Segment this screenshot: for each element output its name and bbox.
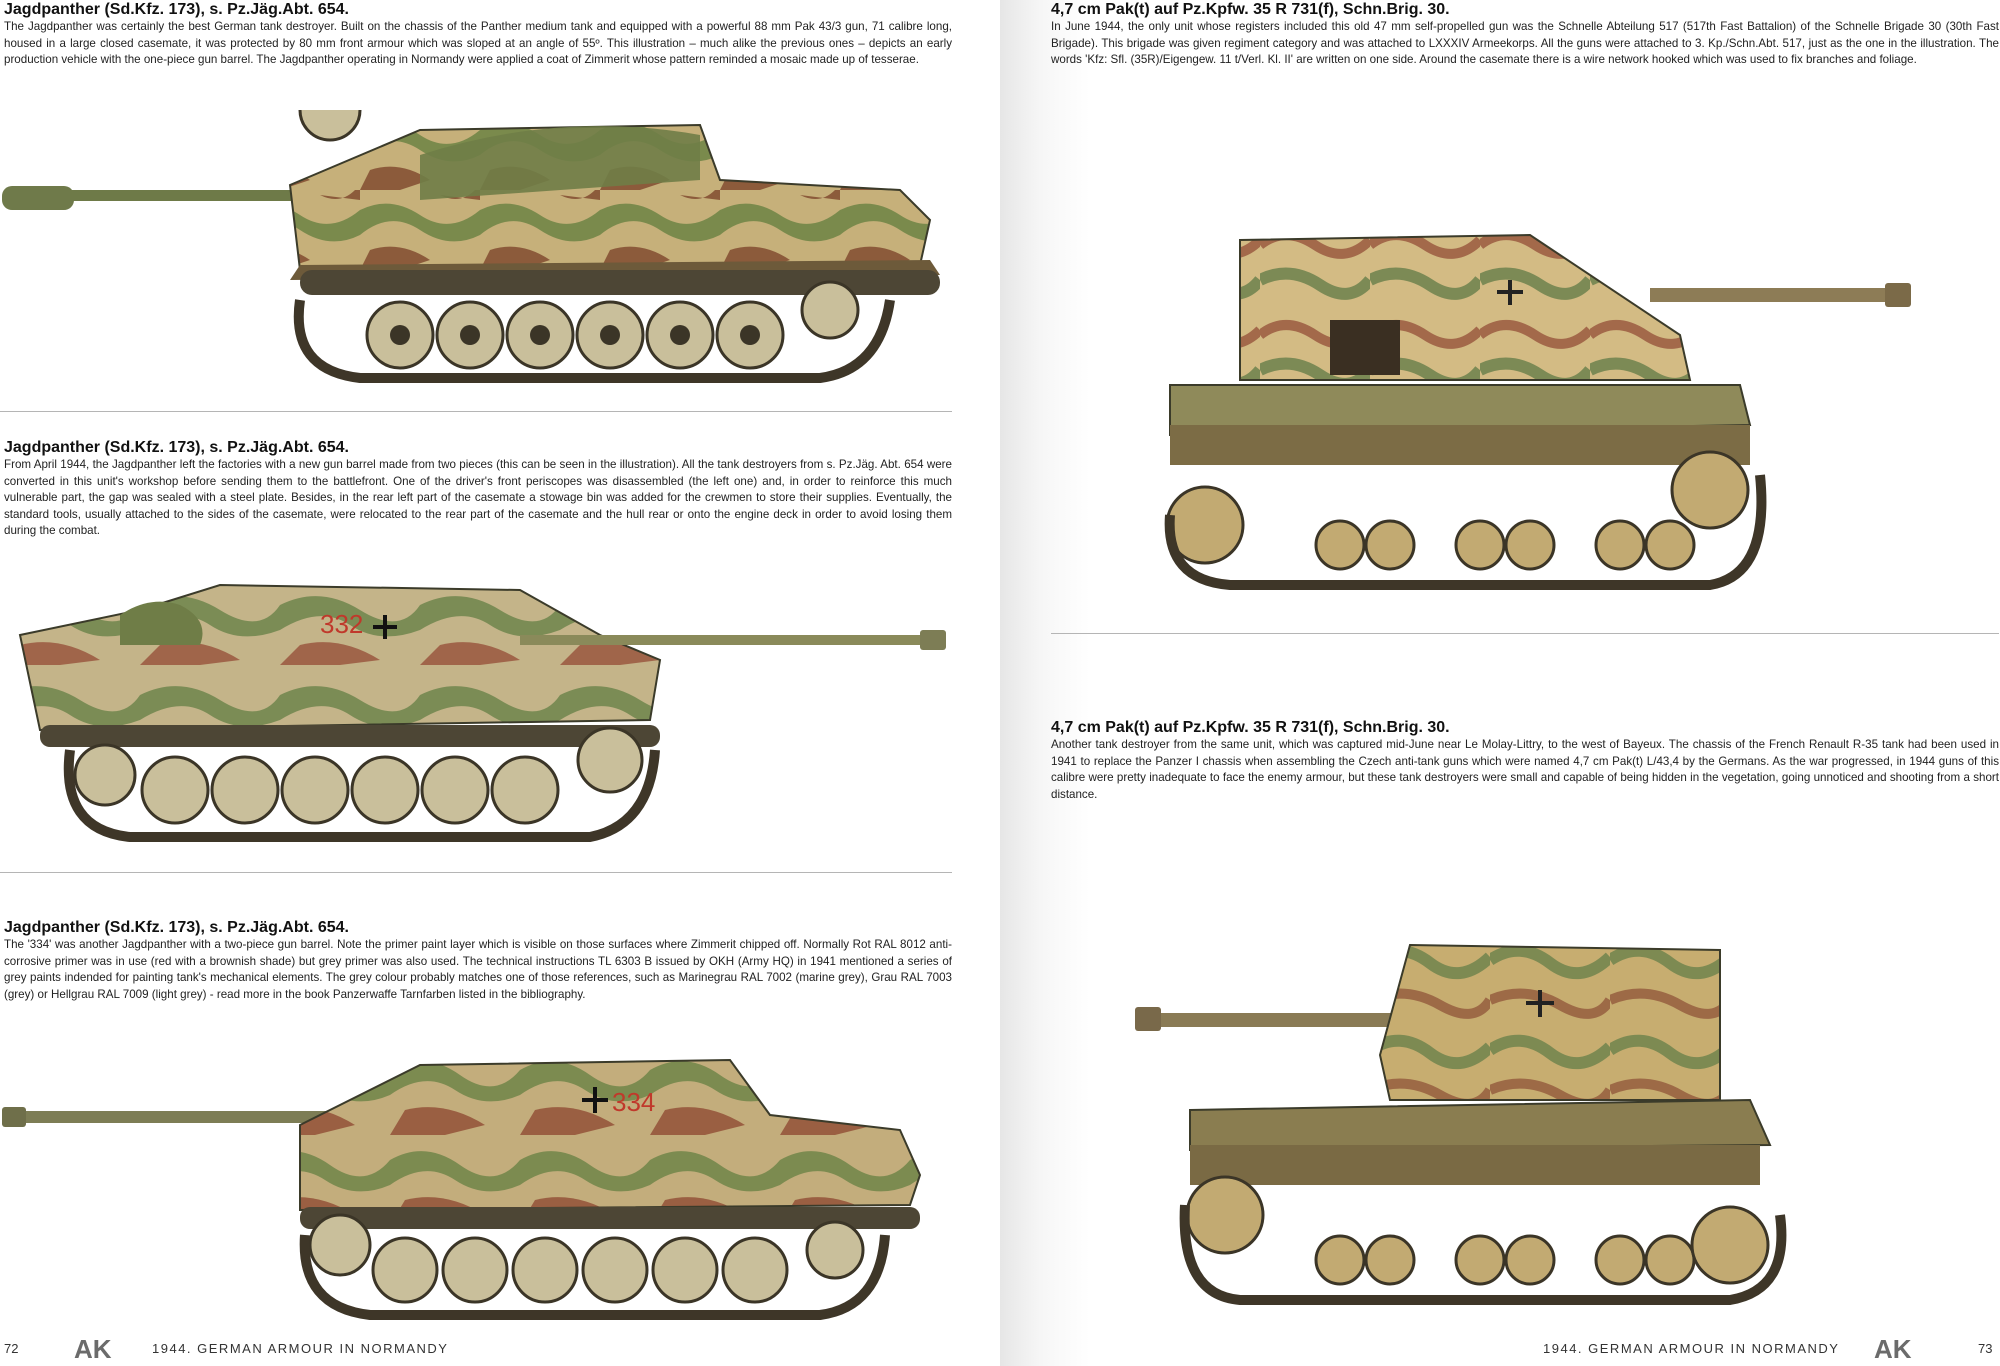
pak-r35-illustration-1 bbox=[1150, 225, 1930, 605]
ak-logo bbox=[72, 1334, 122, 1362]
caption-title: 4,7 cm Pak(t) auf Pz.Kpfw. 35 R 731(f), Schn.Brig. 30. bbox=[1051, 719, 1450, 736]
svg-text:AK: AK bbox=[74, 1334, 112, 1362]
divider bbox=[0, 411, 952, 412]
caption-text: In June 1944, the only unit whose registers included this old 47 mm self-propelled gun was the Schnelle Abteilung 517 (517th Fast Battalion) of the Schnelle Brigade 30 (30th Fast Brigade). This brigade was given regiment category and was attached to LXXXIV Armeekorps. All the guns were attached to 3. Kp./Schn.Abt. 517, just as the one in the illustration. The words 'Kfz: Sfl. (35R)/Eigengew. 11 t/Verl. Kl. II' are written on one side. Around the casemate there is a wire network hooked which was used to fix branches and foliage. bbox=[1051, 20, 1999, 67]
footer-book-title-left: 1944. GERMAN ARMOUR IN NORMANDY bbox=[152, 1341, 449, 1356]
right-page bbox=[1000, 0, 2000, 1366]
turret-number-334: 334 bbox=[612, 1087, 656, 1117]
pak-r35-illustration-2 bbox=[1130, 935, 1960, 1315]
caption-title: 4,7 cm Pak(t) auf Pz.Kpfw. 35 R 731(f), Schn.Brig. 30. bbox=[1051, 1, 1450, 18]
caption-jagdpanther-2 bbox=[4, 438, 952, 540]
footer-book-title-right: 1944. GERMAN ARMOUR IN NORMANDY bbox=[1543, 1341, 1840, 1356]
divider bbox=[0, 872, 952, 873]
jagdpanther-illustration-1 bbox=[0, 110, 960, 390]
jagdpanther-illustration-2 bbox=[0, 575, 960, 855]
caption-jagdpanther-3 bbox=[4, 918, 952, 1003]
svg-text:AK: AK bbox=[1874, 1334, 1912, 1362]
divider bbox=[1051, 633, 1999, 634]
ak-logo bbox=[1872, 1334, 1922, 1362]
caption-title: Jagdpanther (Sd.Kfz. 173), s. Pz.Jäg.Abt. 654. bbox=[4, 919, 349, 936]
caption-pak-r35-1 bbox=[1051, 0, 1999, 69]
caption-text: From April 1944, the Jagdpanther left the factories with a new gun barrel made from two pieces (this can be seen in the illustration). All the tank destroyers from s. Pz.Jäg. Abt. 654 were converted in this unit's workshop before sending them to the battlefront. One of the driver's front periscopes was disassembled (the left one) and, in order to reinforce this much vulnerable part, the gap was sealed with a steel plate. Besides, in the rear left part of the casemate a stowage bin was added for the crewmen to store their supplies. Eventually, the standard tools, usually attached to the sides of the casemate, were relocated to the rear part of the casemate and the hull rear or onto the engine deck in order to avoid losing them during the combat. bbox=[4, 458, 952, 538]
caption-title: Jagdpanther (Sd.Kfz. 173), s. Pz.Jäg.Abt. 654. bbox=[4, 439, 349, 456]
turret-number-332: 332 bbox=[320, 609, 364, 639]
caption-title: Jagdpanther (Sd.Kfz. 173), s. Pz.Jäg.Abt. 654. bbox=[4, 1, 349, 18]
caption-text: The '334' was another Jagdpanther with a two-piece gun barrel. Note the primer paint layer which is visible on those surfaces where Zimmerit chipped off. Normally Rot RAL 8012 anti-corrosive primer was in use (red with a brownish shade) but grey primer was also used. The technical instructions TL 6303 B issued by OKH (Army HQ) in 1941 mentioned a series of grey paints indended for painting tank's mechanical elements. The grey colour probably matches one of those references, such as Marinegrau RAL 7002 (marine grey), Grau RAL 7003 (grey) or Hellgrau RAL 7009 (light grey) - read more in the book Panzerwaffe Tarnfarben listed in the bibliography. bbox=[4, 938, 952, 1001]
caption-text: The Jagdpanther was certainly the best German tank destroyer. Built on the chassis of the Panther medium tank and equipped with a powerful 88 mm Pak 43/3 gun, 71 calibre long, housed in a large closed casemate, it was protected by 80 mm front armour which was sloped at an angle of 55º. This illustration – much alike the previous ones – depicts an early production vehicle with the one-piece gun barrel. The Jagdpanther operating in Normandy were applied a coat of Zimmerit whose pattern reminded a mosaic made up of tesserae. bbox=[4, 20, 952, 67]
page-number-left: 72 bbox=[4, 1341, 19, 1356]
caption-text: Another tank destroyer from the same unit, which was captured mid-June near Le Molay-Littry, to the west of Bayeux. The chassis of the French Renault R-35 tank had been used in 1941 to replace the Panzer I chassis when assembling the Czech anti-tank guns which were named 4,7 cm Pak(t) L/43,4 by the Germans. As the war progressed, in 1944 guns of this calibre were pretty inadequate to face the enemy armour, but these tank destroyers were small and capable of being hidden in the vegetation, going unnoticed and shooting from a short distance. bbox=[1051, 738, 1999, 801]
caption-jagdpanther-1 bbox=[4, 0, 952, 69]
page-number-right: 73 bbox=[1978, 1341, 1993, 1356]
jagdpanther-illustration-3 bbox=[0, 1045, 960, 1325]
caption-pak-r35-2 bbox=[1051, 718, 1999, 803]
